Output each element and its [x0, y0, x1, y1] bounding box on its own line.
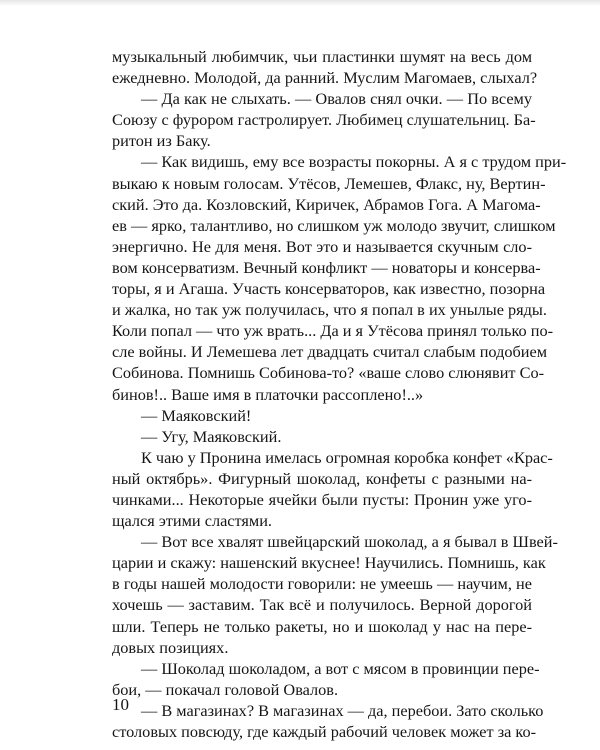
- text-line: сле войны. И Лемешева лет двадцать считал слабым подобием: [112, 342, 548, 362]
- text-line: столовых повсюду, где каждый рабочий человек может за ко-: [112, 722, 537, 741]
- page-number: 10: [112, 695, 129, 714]
- text-line: ритон из Баку.: [112, 131, 211, 151]
- text-line: щался этими сластями.: [112, 511, 272, 531]
- text-line: и жалка, но так уж получилась, что я попал в их унылые ряды.: [112, 300, 547, 320]
- text-line: шли. Теперь не только ракеты, но и шоколад у нас на пере-: [112, 616, 532, 636]
- text-line: Союзу с фурором гастролирует. Любимец слушательниц. Ба-: [112, 110, 536, 130]
- text-line: музыкальный любимчик, чьи пластинки шумят на весь дом: [112, 47, 532, 66]
- text-line: Собинова. Помнишь Собинова-то? «ваше слово слюнявит Со-: [112, 363, 545, 383]
- text-line: — В магазинах? В магазинах — да, перебои. Зато сколько: [141, 700, 544, 720]
- text-line: выкаю к новым голосам. Утёсов, Лемешев, Флакс, ну, Вертин-: [112, 173, 546, 193]
- text-line: чинками... Некоторые ячейки были пусты: Пронин уже уго-: [112, 489, 532, 509]
- text-line: ежедневно. Молодой, да ранний. Муслим Магомаев, слыхал?: [112, 68, 538, 88]
- text-line: в годы нашей молодости говорили: не умеешь — научим, не: [112, 574, 532, 594]
- text-line: торы, я и Агаша. Участь консерваторов, как известно, позорна: [112, 279, 546, 299]
- top-edge-shadow: [0, 0, 600, 6]
- text-line: ский. Это да. Козловский, Киричек, Абрамов Гога. А Магома-: [112, 194, 541, 214]
- text-line: ный октябрь». Фигурный шоколад, конфеты с разными на-: [112, 468, 532, 488]
- text-line: царии и скажу: нашенский вкуснее! Научились. Помнишь, как: [112, 553, 546, 573]
- text-line: — Как видишь, ему все возрасты покорны. А я с трудом при-: [141, 152, 567, 172]
- text-line: — Маяковский!: [141, 405, 252, 425]
- text-line: вом консерватизм. Вечный конфликт — новаторы и консерва-: [112, 257, 541, 277]
- text-line: — Вот все хвалят швейцарский шоколад, а я бывал в Швей-: [141, 532, 558, 552]
- page-body-text: [112, 46, 567, 742]
- text-line: Коли попал — что уж врать... Да и я Утёсова принял только по-: [112, 321, 554, 341]
- text-line: К чаю у Пронина имелась огромная коробка конфет «Крас-: [141, 447, 553, 467]
- text-line: ев — ярко, талантливо, но слишком уж молодо звучит, слишком: [112, 215, 556, 235]
- text-line: бои, — покачал головой Овалов.: [112, 679, 339, 699]
- text-line: — Шоколад шоколадом, а вот с мясом в провинции пере-: [141, 658, 540, 678]
- text-line: энергично. Не для меня. Вот это и называется скучным сло-: [112, 236, 532, 256]
- text-line: хочешь — заставим. Так всё и получилось. Верной дорогой: [112, 595, 532, 615]
- text-line: — Да как не слыхать. — Овалов снял очки. — По всему: [141, 89, 532, 109]
- text-line: довых позициях.: [112, 637, 229, 657]
- text-line: — Угу, Маяковский.: [141, 426, 282, 446]
- text-line: бинов!.. Ваше имя в платочки рассоплено!..»: [112, 384, 424, 404]
